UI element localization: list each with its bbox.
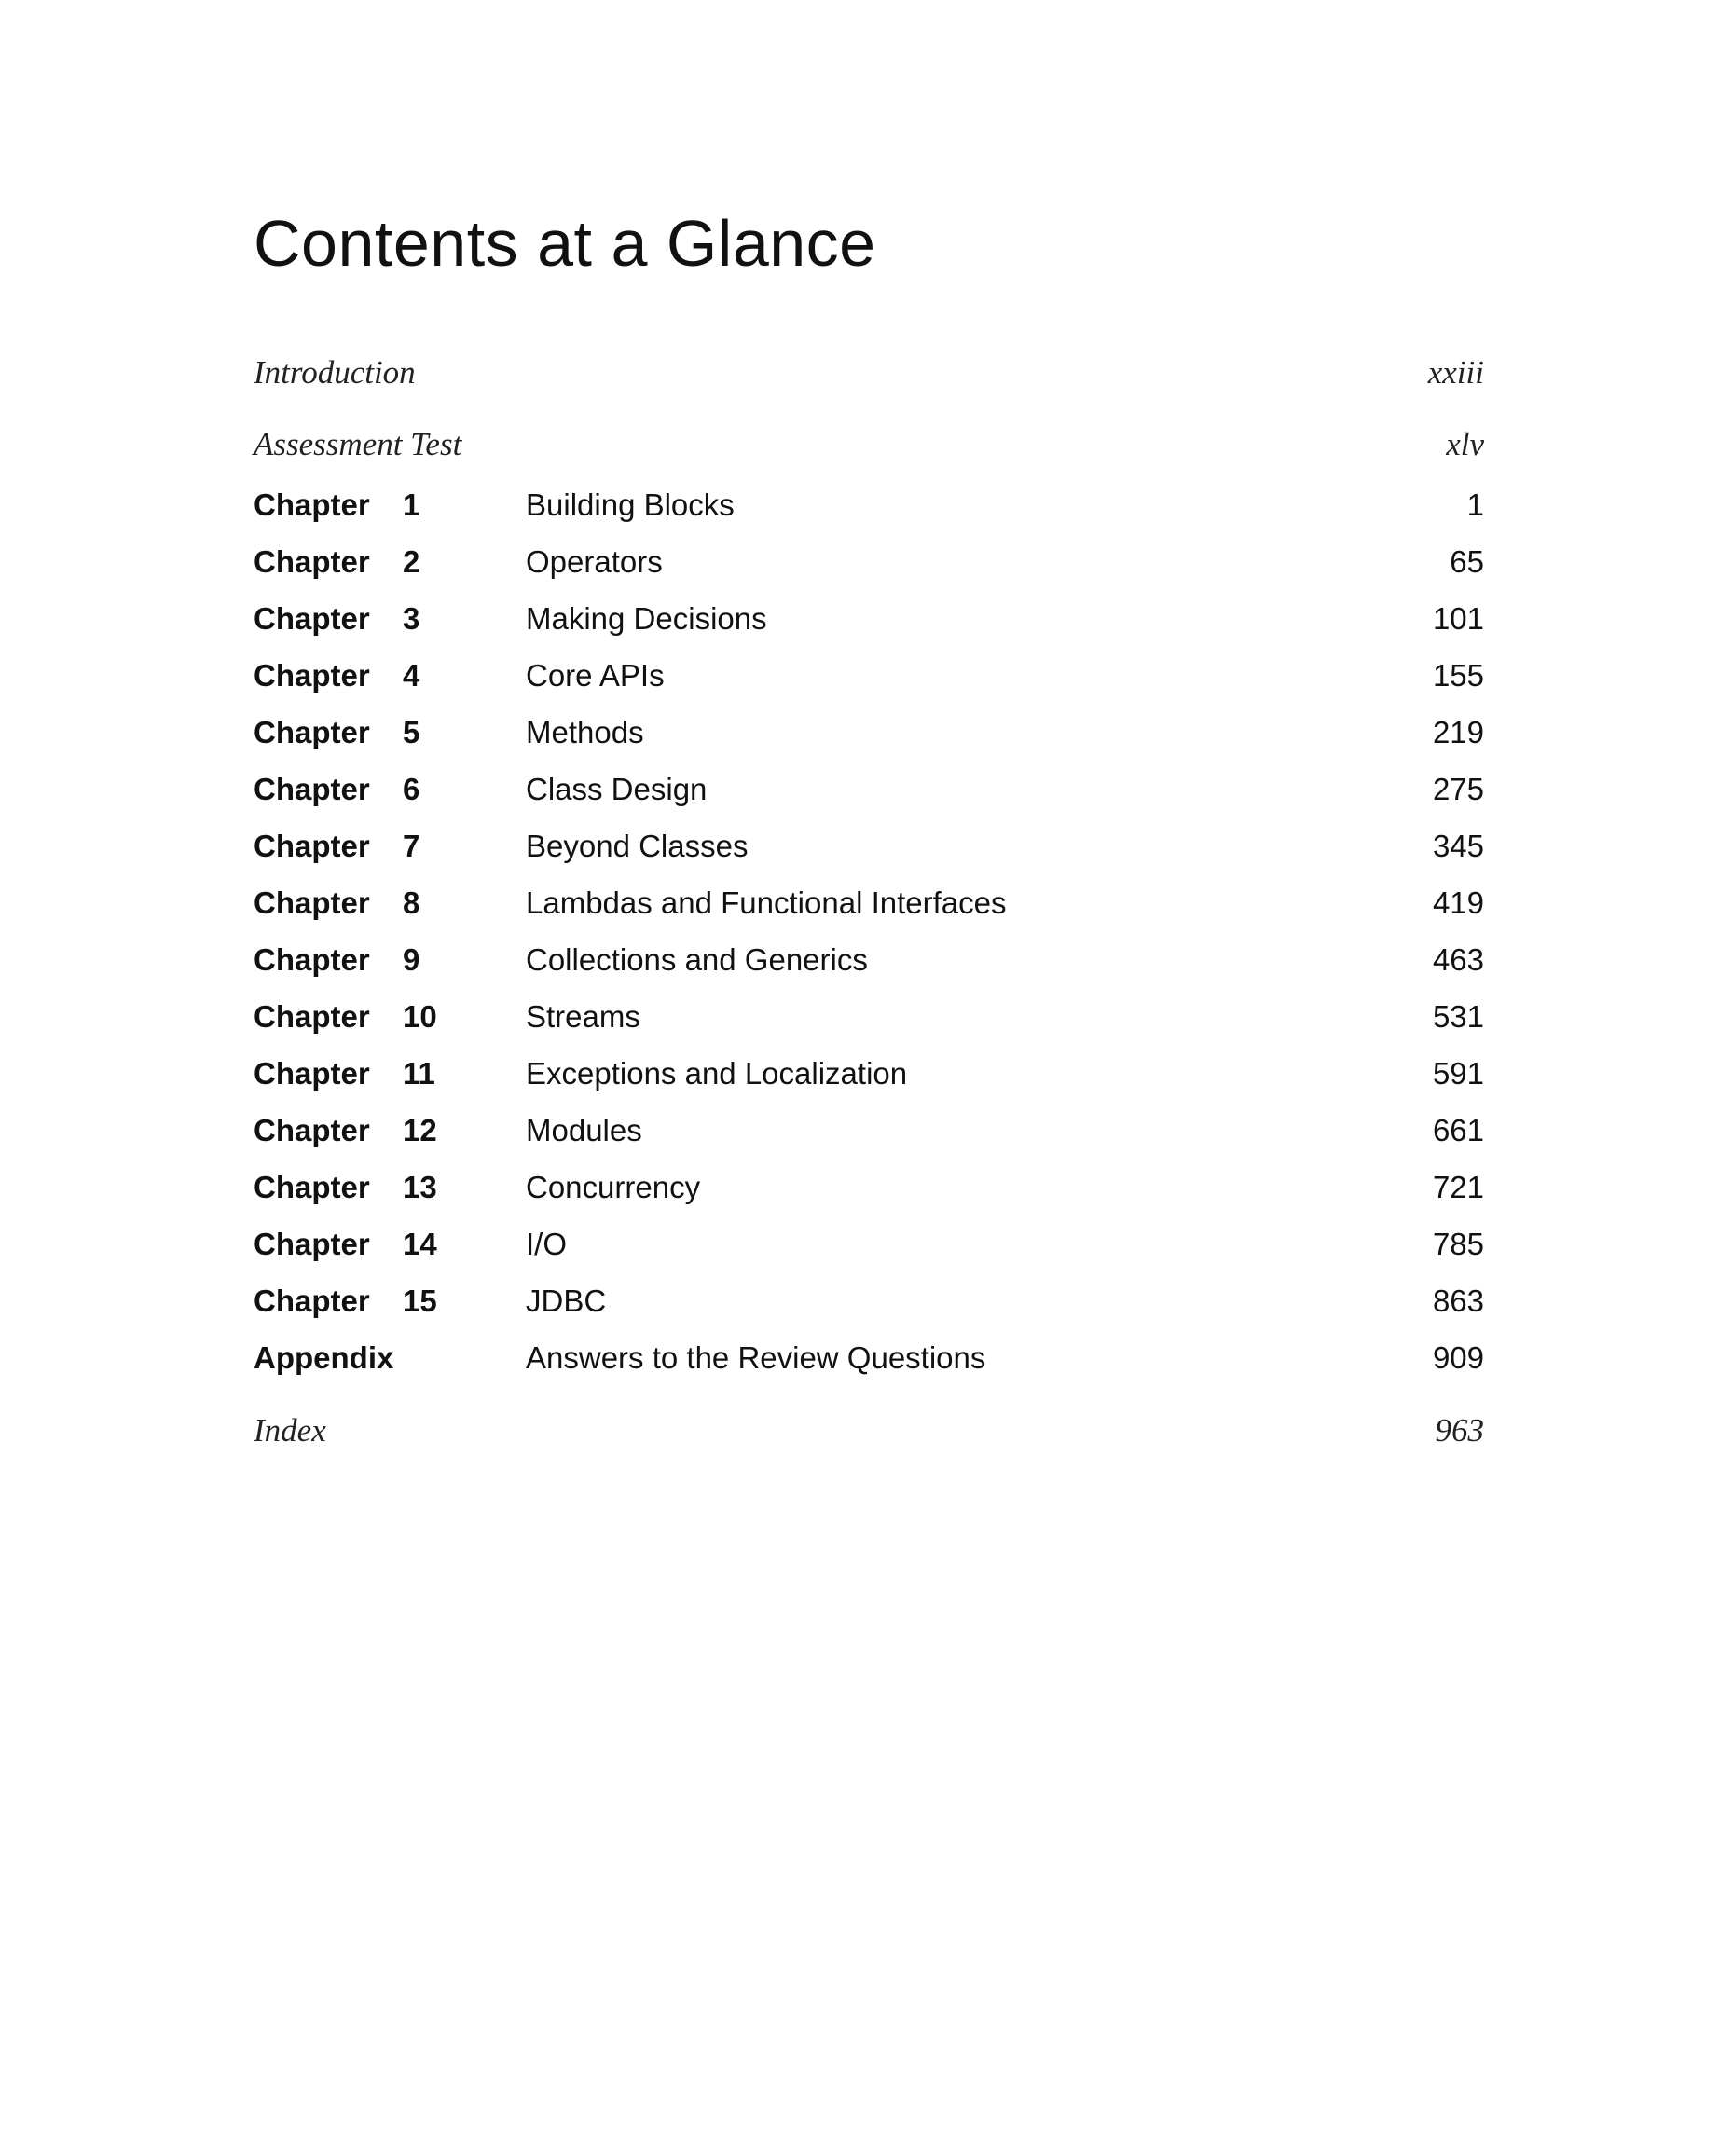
chapter-label: Chapter (254, 1284, 370, 1318)
chapter-label: Chapter (254, 999, 370, 1034)
chapter-label: Chapter (254, 715, 370, 749)
chapter-number: 15 (403, 1284, 437, 1318)
chapter-number: 8 (403, 886, 420, 920)
chapter-label: Chapter (254, 1170, 370, 1204)
chapter-page: 863 (1432, 1284, 1484, 1318)
chapter-label: Chapter (254, 829, 370, 863)
chapter-label: Appendix (254, 1340, 394, 1375)
toc-entry-index[interactable] (254, 1403, 1484, 1459)
chapter-title: Modules (526, 1113, 642, 1147)
toc-entry-chapter-3[interactable] (254, 591, 1484, 647)
chapter-page: 101 (1432, 601, 1484, 636)
chapter-label: Chapter (254, 942, 370, 977)
chapter-title: Lambdas and Functional Interfaces (526, 886, 1007, 920)
chapter-title: Concurrency (526, 1170, 701, 1204)
entry-page: xlv (1446, 426, 1484, 462)
chapter-label: Chapter (254, 658, 370, 693)
chapter-number: 7 (403, 829, 420, 863)
entry-name: Index (254, 1412, 326, 1449)
chapter-label: Chapter (254, 544, 370, 579)
entry-page: xxiii (1427, 354, 1484, 391)
chapter-title: Answers to the Review Questions (526, 1340, 986, 1375)
chapter-title: Streams (526, 999, 640, 1034)
entry-name: Introduction (254, 354, 416, 391)
chapter-title: Collections and Generics (526, 942, 868, 977)
chapter-label: Chapter (254, 488, 370, 522)
chapter-page: 219 (1432, 715, 1484, 749)
toc-entry-chapter-7[interactable] (254, 818, 1484, 874)
chapter-number: 5 (403, 715, 420, 749)
chapter-label: Chapter (254, 772, 370, 806)
chapter-number: 9 (403, 942, 420, 977)
chapter-label: Chapter (254, 1113, 370, 1147)
toc-entry-chapter-14[interactable] (254, 1216, 1484, 1272)
chapter-page: 591 (1432, 1056, 1484, 1091)
toc-entry-chapter-12[interactable] (254, 1103, 1484, 1159)
chapter-label: Chapter (254, 1227, 370, 1261)
chapter-number: 1 (403, 488, 420, 522)
page-title: Contents at a Glance (254, 207, 876, 280)
chapter-page: 531 (1432, 999, 1484, 1034)
chapter-page: 1 (1466, 488, 1484, 522)
chapter-page: 275 (1432, 772, 1484, 806)
chapter-title: Class Design (526, 772, 708, 806)
chapter-number: 4 (403, 658, 420, 693)
chapter-title: Building Blocks (526, 488, 735, 522)
chapter-number: 6 (403, 772, 420, 806)
chapter-number: 14 (403, 1227, 437, 1261)
chapter-title: Core APIs (526, 658, 665, 693)
chapter-number: 13 (403, 1170, 437, 1204)
toc-entry-chapter-13[interactable] (254, 1160, 1484, 1215)
toc-entry-chapter-9[interactable] (254, 932, 1484, 988)
chapter-page: 419 (1432, 886, 1484, 920)
toc-entry-assessment-test[interactable] (254, 417, 1484, 473)
toc-entry-chapter-8[interactable] (254, 875, 1484, 931)
toc-entry-chapter-6[interactable] (254, 762, 1484, 817)
toc-entry-chapter-15[interactable] (254, 1273, 1484, 1329)
chapter-number: 11 (403, 1056, 435, 1091)
chapter-number: 3 (403, 601, 420, 636)
toc-entry-chapter-4[interactable] (254, 648, 1484, 704)
chapter-page: 345 (1432, 829, 1484, 863)
chapter-page: 65 (1450, 544, 1484, 579)
chapter-label: Chapter (254, 1056, 370, 1091)
toc-entry-introduction[interactable] (254, 345, 1484, 401)
chapter-label: Chapter (254, 886, 370, 920)
chapter-number: 2 (403, 544, 420, 579)
chapter-title: JDBC (526, 1284, 607, 1318)
chapter-number: 12 (403, 1113, 437, 1147)
chapter-number: 10 (403, 999, 437, 1034)
toc-entry-chapter-10[interactable] (254, 989, 1484, 1045)
toc-entry-chapter-1[interactable] (254, 477, 1484, 533)
entry-name: Assessment Test (254, 426, 462, 462)
toc-entry-chapter-2[interactable] (254, 534, 1484, 590)
chapter-page: 155 (1432, 658, 1484, 693)
entry-page: 963 (1435, 1412, 1484, 1449)
chapter-page: 463 (1432, 942, 1484, 977)
toc-entry-appendix[interactable] (254, 1330, 1484, 1386)
chapter-title: Beyond Classes (526, 829, 749, 863)
chapter-title: Methods (526, 715, 644, 749)
toc-entry-chapter-11[interactable] (254, 1046, 1484, 1102)
chapter-page: 785 (1432, 1227, 1484, 1261)
chapter-page: 909 (1432, 1340, 1484, 1375)
toc-entry-chapter-5[interactable] (254, 705, 1484, 761)
chapter-title: Making Decisions (526, 601, 767, 636)
chapter-label: Chapter (254, 601, 370, 636)
chapter-page: 661 (1432, 1113, 1484, 1147)
chapter-page: 721 (1432, 1170, 1484, 1204)
chapter-title: Exceptions and Localization (526, 1056, 908, 1091)
chapter-title: Operators (526, 544, 663, 579)
chapter-title: I/O (526, 1227, 568, 1261)
